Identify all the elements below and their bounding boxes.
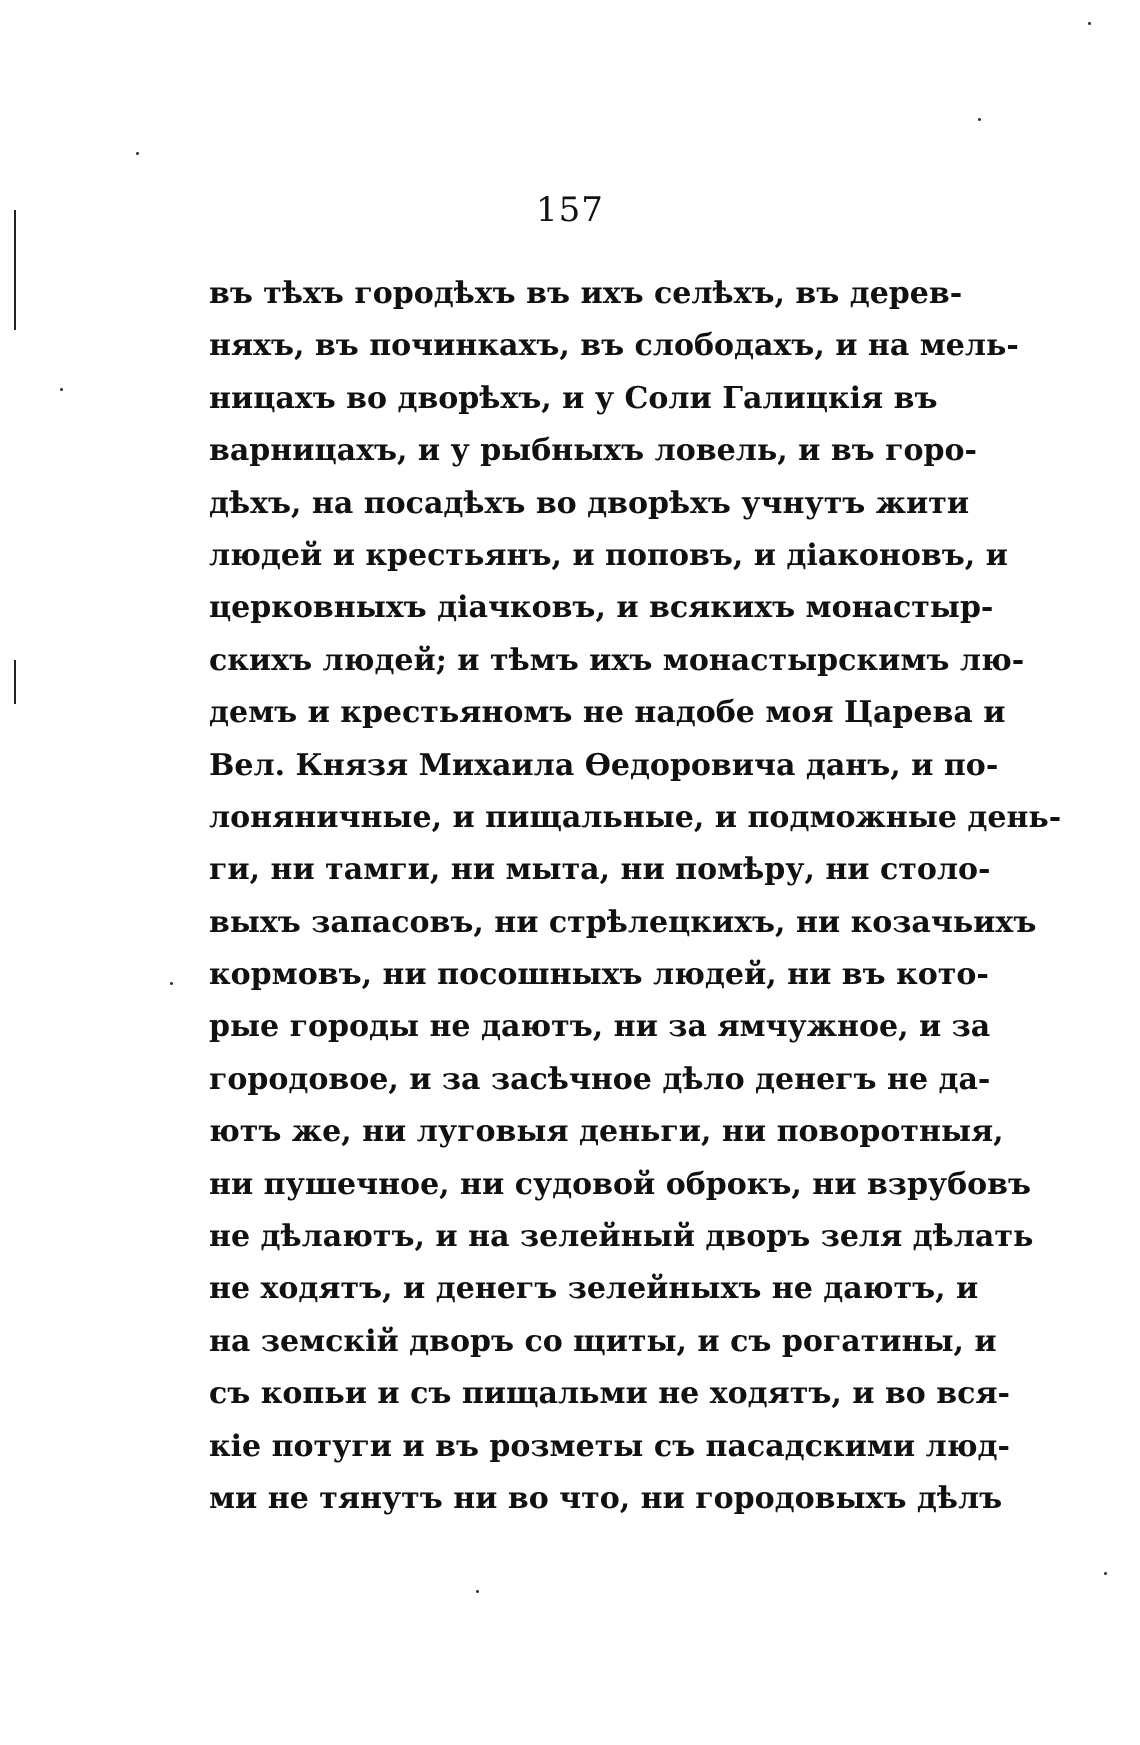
text-line: скихъ людей; и тѣмъ ихъ монастырскимъ лю- [209,642,1025,678]
paper-speck [978,118,981,121]
text-line: рые городы не даютъ, ни за ямчужное, и за [209,1009,991,1045]
text-line: выхъ запасовъ, ни стрѣлецкихъ, ни козачьихъ [209,904,1037,940]
text-line: ни пушечное, ни судовой оброкъ, ни взрубовъ [209,1166,1031,1202]
paper-speck [476,1590,479,1593]
text-line: ги, ни тамги, ни мыта, ни помѣру, ни столо- [209,852,991,888]
text-line: няхъ, въ починкахъ, въ слободахъ, и на мель- [209,328,1019,364]
text-line: церковныхъ діачковъ, и всякихъ монастыр- [209,590,994,626]
text-line: на земскій дворъ со щиты, и съ рогатины, и [209,1323,997,1359]
text-line: демъ и крестьяномъ не надобе моя Царева и [209,695,1006,731]
binding-edge-mark [14,660,16,704]
text-line: лоняничные, и пищальные, и подможные день- [209,799,1062,835]
body-text [209,268,1062,1525]
paper-speck [170,982,173,985]
paper-speck [1088,22,1091,25]
text-line: кормовъ, ни посошныхъ людей, ни въ кото- [209,957,989,993]
text-line: Вел. Князя Михаила Ѳедоровича данъ, и по- [209,747,999,783]
text-line: кіе потуги и въ розметы съ пасадскими люд- [209,1428,1010,1464]
text-line: людей и крестьянъ, и поповъ, и діаконовъ, и [209,537,1008,573]
text-line: съ копьи и съ пищальми не ходятъ, и во вся- [209,1376,1010,1412]
paper-speck [60,388,63,391]
paper-speck [136,152,139,155]
text-line: въ тѣхъ городѣхъ въ ихъ селѣхъ, въ дерев- [209,276,963,311]
text-line: ми не тянутъ ни во что, ни городовыхъ дѣлъ [209,1480,1003,1516]
page-number: 157 [536,190,604,230]
text-line: не дѣлаютъ, и на зелейный дворъ зеля дѣлать [209,1219,1034,1255]
paper-speck [1104,1572,1107,1575]
text-line: варницахъ, и у рыбныхъ ловель, и въ горо- [209,433,977,469]
text-line: дѣхъ, на посадѣхъ во дворѣхъ учнутъ жити [209,485,970,521]
text-line: ницахъ во дворѣхъ, и у Соли Галицкія въ [209,380,938,416]
text-line: ютъ же, ни луговыя деньги, ни поворотныя, [209,1114,1004,1150]
text-line: городовое, и за засѣчное дѣло денегъ не да- [209,1061,991,1097]
text-line: не ходятъ, и денегъ зелейныхъ не даютъ, и [209,1271,979,1307]
